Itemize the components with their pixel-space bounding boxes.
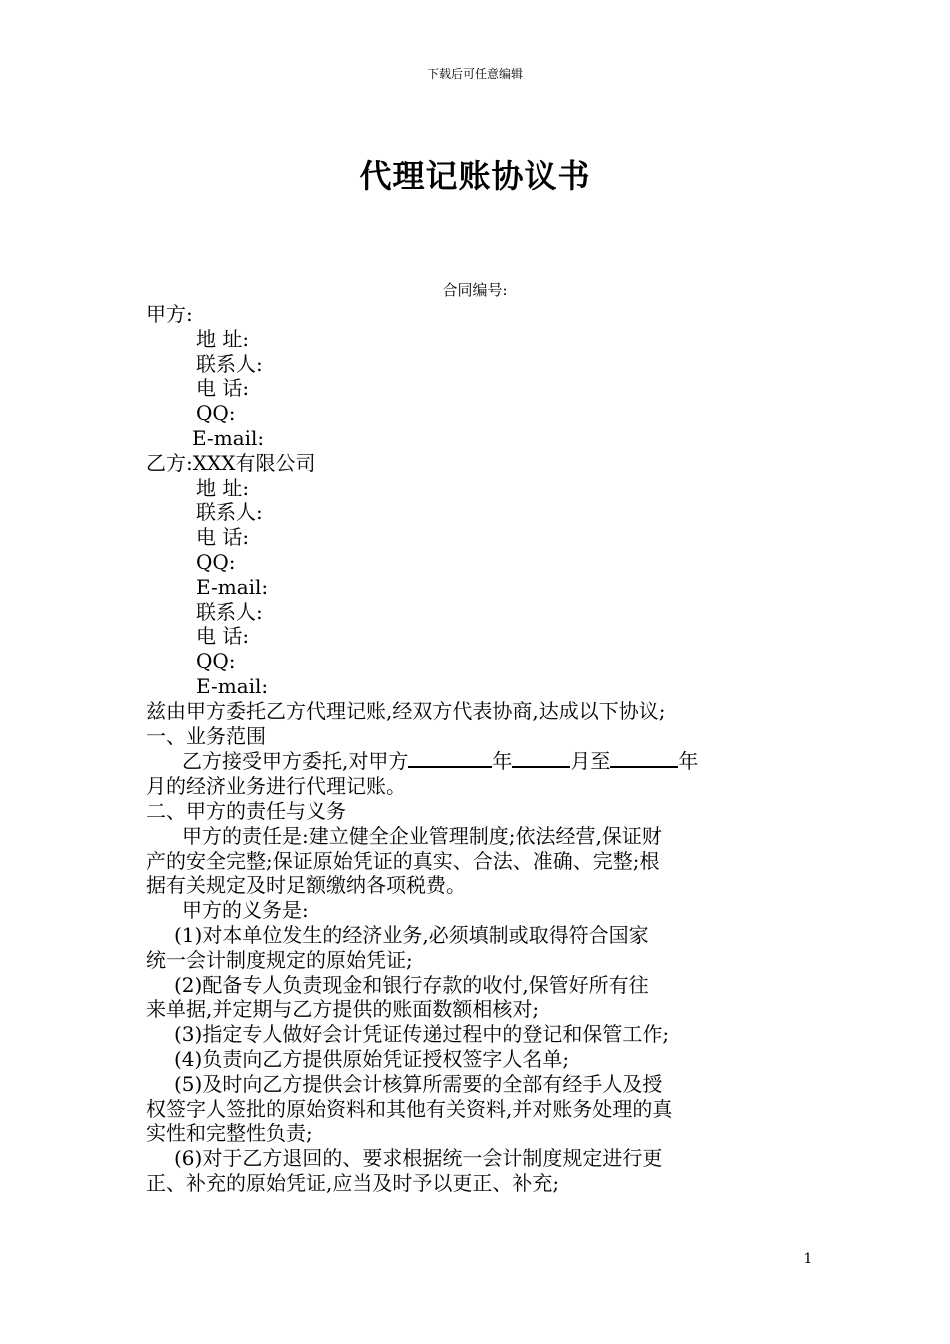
section-1-year-2: 年 [678,749,699,774]
duty-item-6-line-1: (6)对于乙方退回的、要求根据统一会计制度规定进行更 [174,1146,663,1171]
duty-item-2-line-1: (2)配备专人负责现金和银行存款的收付,保管好所有往 [174,972,649,997]
section-1-month-to: 月至 [570,749,611,774]
blank-end-year[interactable] [610,748,678,768]
section-1-paragraph-line-1 [146,748,808,774]
party-a-contact: 联系人: [196,351,263,376]
duty-item-5-line-2: 权签字人签批的原始资料和其他有关资料,并对账务处理的真 [146,1096,673,1121]
party-a-label: 甲方: [146,302,193,326]
section-1-text-a: 乙方接受甲方委托,对甲方 [182,749,409,774]
duty-item-6-line-2: 正、补充的原始凭证,应当及时予以更正、补充; [146,1170,560,1195]
duty-item-1-line-1: (1)对本单位发生的经济业务,必须填制或取得符合国家 [174,922,649,947]
duty-item-3: (3)指定专人做好会计凭证传递过程中的登记和保管工作; [174,1022,670,1047]
duty-item-1-line-2: 统一会计制度规定的原始凭证; [146,947,413,972]
document-body [146,302,808,1196]
duty-heading: 甲方的义务是: [182,898,309,923]
duty-item-5-line-1: (5)及时向乙方提供会计核算所需要的全部有经手人及授 [174,1071,663,1096]
intro-paragraph: 兹由甲方委托乙方代理记账,经双方代表协商,达成以下协议; [146,698,666,723]
header-note: 下载后可任意编辑 [426,67,523,81]
duty-item-4: (4)负责向乙方提供原始凭证授权签字人名单; [174,1046,570,1071]
party-a-email: E-mail: [192,425,265,450]
duty-item-2-line-2: 来单据,并定期与乙方提供的账面数额相核对; [146,997,540,1022]
contract-number-label: 合同编号: [442,281,508,299]
section-1-year: 年 [492,749,513,774]
document-title: 代理记账协议书 [359,157,591,195]
party-a-phone: 电 话: [196,376,250,401]
section-2-heading: 二、甲方的责任与义务 [146,798,346,823]
blank-start-year[interactable] [408,748,492,768]
party-b-phone: 电 话: [196,525,250,550]
party-b-email: E-mail: [196,574,269,599]
responsibility-line-1: 甲方的责任是:建立健全企业管理制度;依法经营,保证财 [182,823,662,848]
blank-start-month[interactable] [512,748,570,768]
party-b-phone-2: 电 话: [196,624,250,649]
party-b-contact-2: 联系人: [196,599,263,624]
party-a-address: 地 址: [196,326,250,351]
party-b-email-2: E-mail: [196,673,269,698]
party-b-qq: QQ: [196,549,236,574]
duty-item-5-line-3: 实性和完整性负责; [146,1121,313,1146]
party-a-qq: QQ: [196,401,236,426]
page-number: 1 [803,1251,813,1267]
section-1-heading: 一、业务范围 [146,723,266,748]
responsibility-line-2: 产的安全完整;保证原始凭证的真实、合法、准确、完整;根 [146,848,660,873]
party-b-contact: 联系人: [196,500,263,525]
party-b-label: 乙方:XXX有限公司 [146,450,316,475]
responsibility-line-3: 据有关规定及时足额缴纳各项税费。 [146,873,466,898]
party-b-address: 地 址: [196,475,250,500]
party-b-qq-2: QQ: [196,649,236,674]
section-1-text-b: 月的经济业务进行代理记账。 [146,774,406,799]
